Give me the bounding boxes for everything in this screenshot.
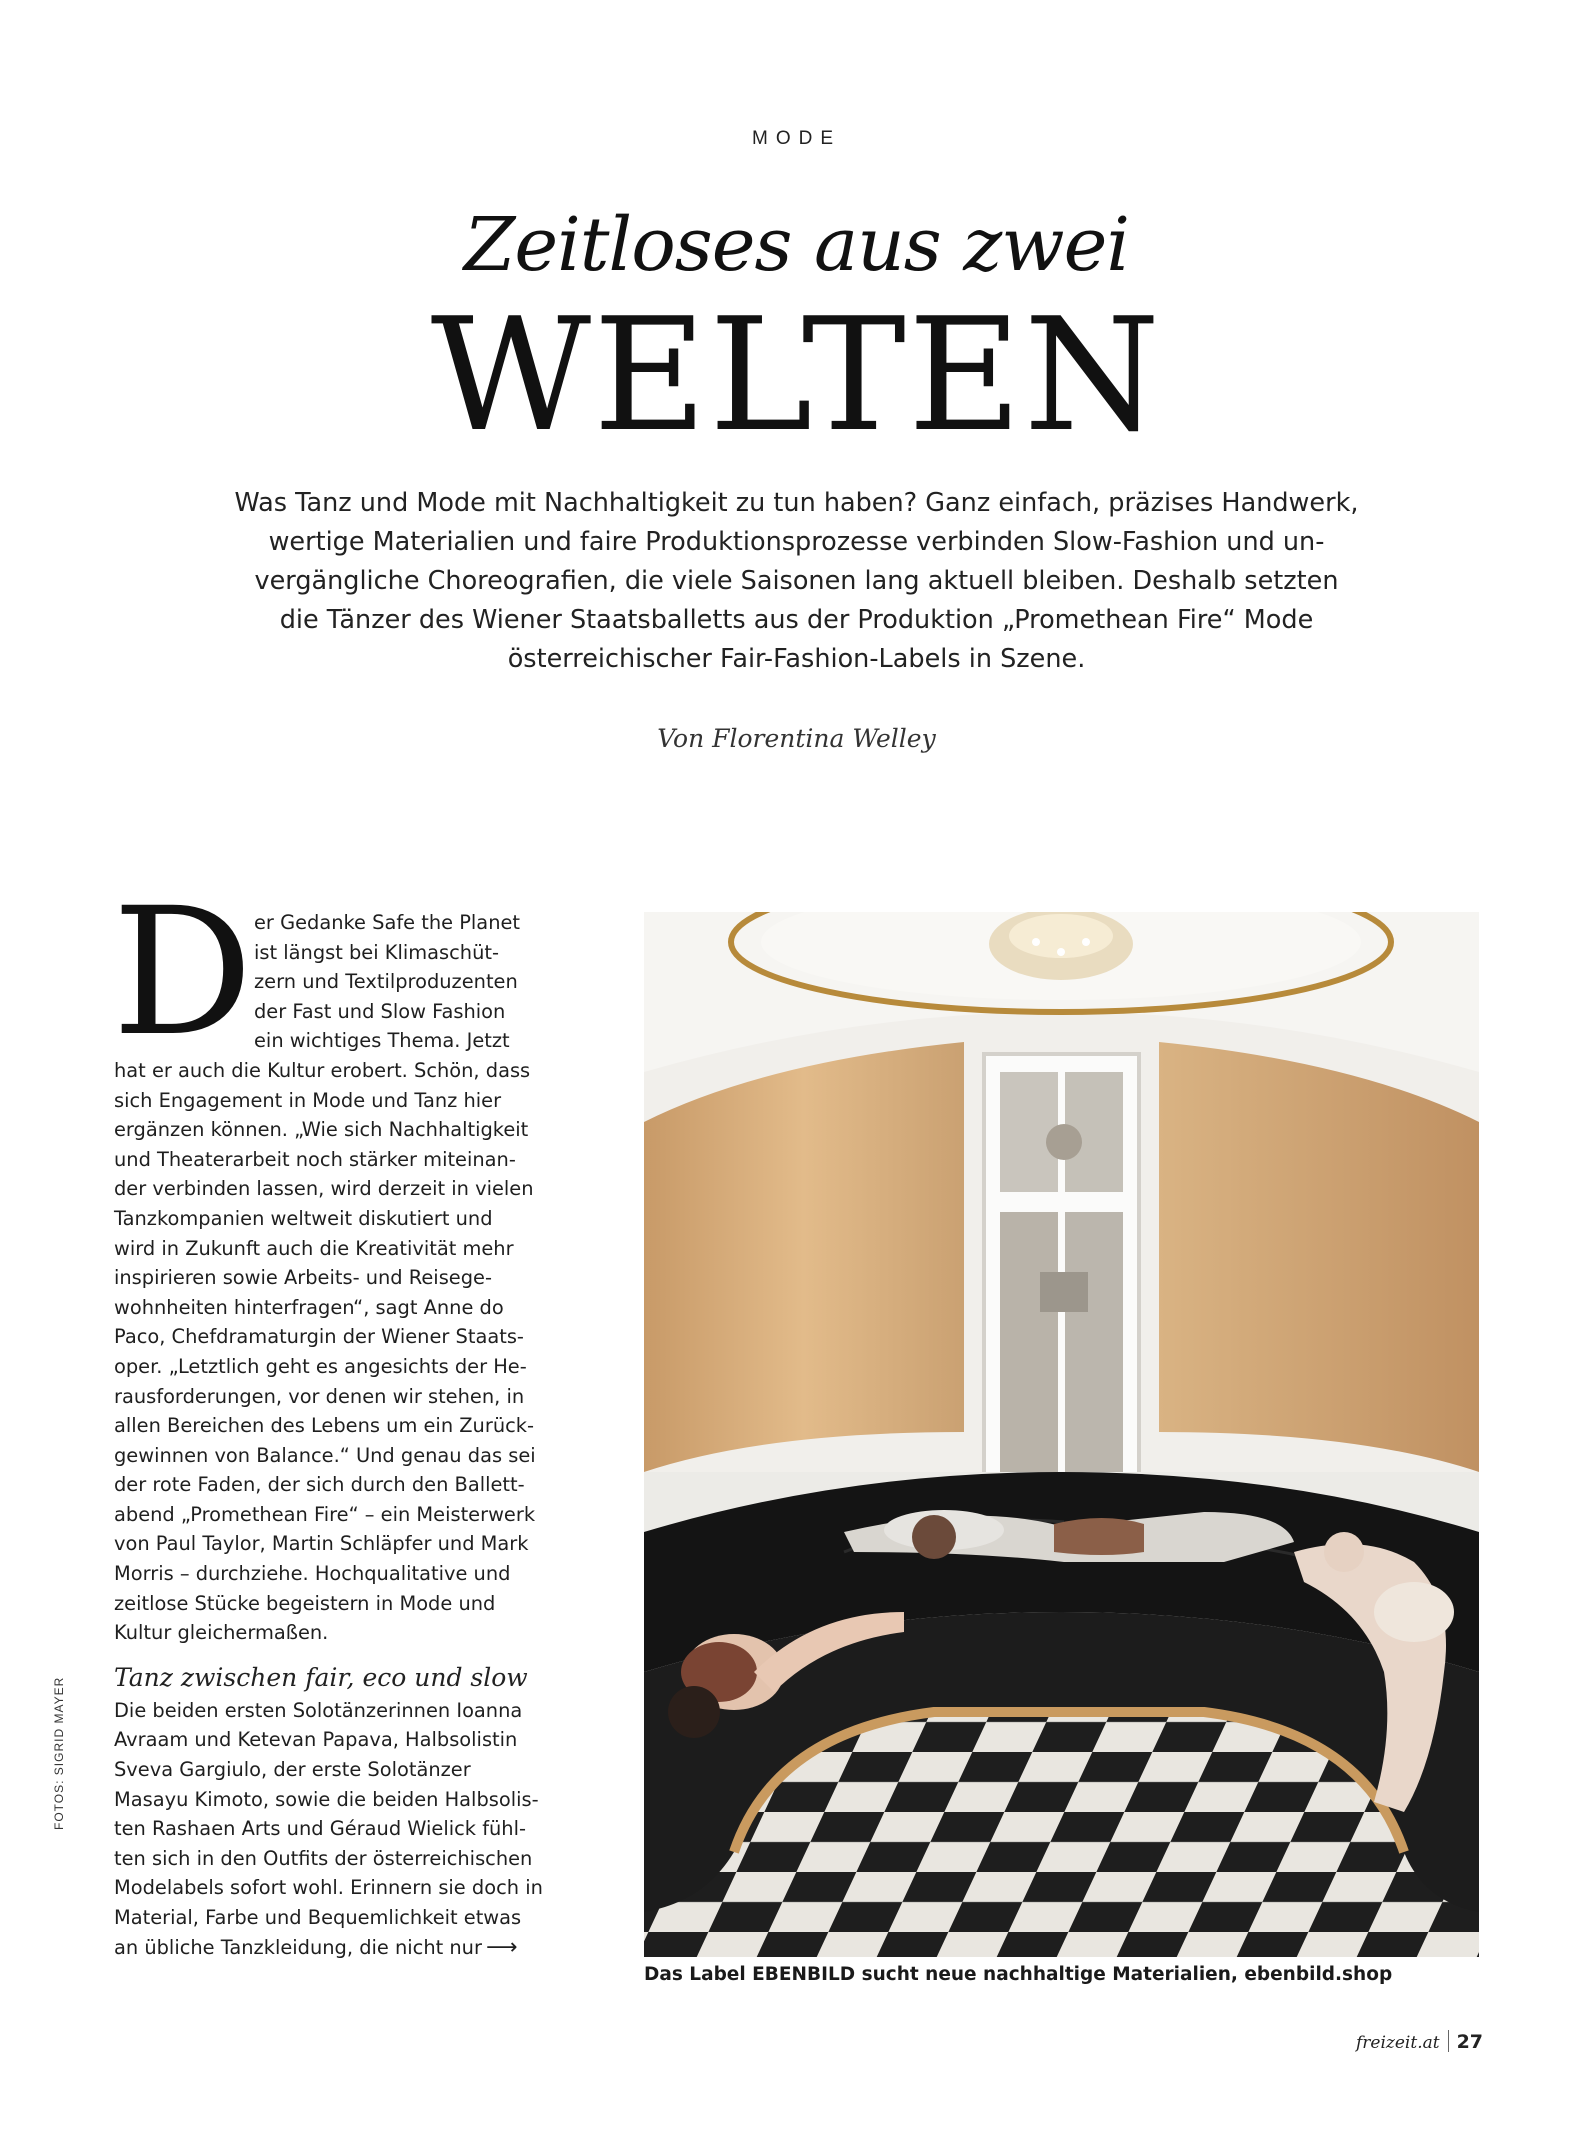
body-line: Masayu Kimoto, sowie die beiden Halbsolis- [114,1787,539,1811]
body-line: Die beiden ersten Solotänzerinnen Ioanna [114,1698,523,1722]
page-footer [1356,2030,1556,2053]
body-line-text: an übliche Tanzkleidung, die nicht nur [114,1935,482,1959]
body-line: Kultur gleichermaßen. [114,1621,329,1645]
body-line: Sveva Gargiulo, der erste Solotänzer [114,1758,471,1782]
body-line: zeitlose Stücke begeistern in Mode und [114,1591,496,1615]
body-line: allen Bereichen des Lebens um ein Zurück- [114,1414,534,1438]
body-line: ergänzen können. „Wie sich Nachhaltigkeit [114,1118,529,1142]
page-number: 27 [1456,2031,1484,2053]
body-line: sich Engagement in Mode und Tanz hier [114,1088,502,1112]
body-line: hat er auch die Kultur erobert. Schön, dass [114,1058,531,1082]
body-line: ten sich in den Outfits der österreichischen [114,1846,533,1870]
body-line: er Gedanke Safe the Planet [254,911,521,934]
body-line: Avraam und Ketevan Papava, Halbsolistin [114,1728,518,1752]
body-line: der verbinden lassen, wird derzeit in vielen [114,1177,534,1201]
lead-line: Was Tanz und Mode mit Nachhaltigkeit zu tun haben? Ganz einfach, präzises Handwerk, [234,488,1359,518]
dropcap: D [112,870,254,1075]
body-line: der Fast und Slow Fashion [254,999,506,1023]
section-label: MODE [752,128,841,149]
body-line: von Paul Taylor, Martin Schläpfer und Mark [114,1532,529,1556]
body-line: wohnheiten hinterfragen“, sagt Anne do [114,1295,504,1319]
arrow-right-icon: ⟶ [485,1934,518,1960]
body-line: der rote Faden, der sich durch den Ballett- [114,1473,525,1497]
body-line: oper. „Letztlich geht es angesichts der He- [114,1354,527,1378]
article-photo [644,912,1479,1957]
body-line: wird in Zukunft auch die Kreativität mehr [114,1236,514,1260]
byline: Von Florentina Welley [657,724,936,753]
body-line-last [114,1933,549,1963]
lead-paragraph [200,484,1393,679]
lead-line: österreichischer Fair-Fashion-Labels in Szene. [507,644,1086,674]
lead-line: wertige Materialien und faire Produktionsprozesse verbinden Slow-Fashion und un- [268,527,1325,557]
body-line: ten Rashaen Arts und Géraud Wielick fühl- [114,1817,526,1841]
body-line: Material, Farbe und Bequemlichkeit etwas [114,1906,522,1929]
headline-line-1: Zeitloses aus zwei [463,202,1130,288]
body-line: ist längst bei Klimaschüt- [254,940,499,964]
photo-caption: Das Label EBENBILD sucht neue nachhaltige Materialien, ebenbild.shop [644,1964,1393,1985]
body-line: gewinnen von Balance.“ Und genau das sei [114,1443,536,1467]
lead-line: die Tänzer des Wiener Staatsballetts aus der Produktion „Promethean Fire“ Mode [279,605,1314,635]
body-line: Modelabels sofort wohl. Erinnern sie doch in [114,1876,543,1900]
article-body [114,908,549,1962]
lead-line: vergängliche Choreografien, die viele Saisonen lang aktuell bleiben. Deshalb setzten [254,566,1339,596]
body-line: Morris – durchziehe. Hochqualitative und [114,1562,511,1586]
photo-illustration [644,912,1479,1957]
body-line: zern und Textilproduzenten [254,970,518,994]
photo-credit: FOTOS: SIGRID MAYER [52,1676,66,1830]
footer-divider [1448,2030,1449,2052]
footer-site[interactable]: freizeit.at [1356,2033,1440,2053]
body-line: Paco, Chefdramaturgin der Wiener Staats- [114,1325,524,1349]
subheading: Tanz zwischen fair, eco und slow [114,1662,528,1692]
body-line: Tanzkompanien weltweit diskutiert und [114,1206,493,1230]
body-line: rausforderungen, vor denen wir stehen, in [114,1384,525,1408]
body-line: abend „Promethean Fire“ – ein Meisterwerk [114,1502,536,1526]
body-line: und Theaterarbeit noch stärker miteinan- [114,1147,516,1171]
body-line: inspirieren sowie Arbeits- und Reisege- [114,1266,492,1290]
headline-line-2: WELTEN [430,284,1163,466]
body-line: ein wichtiges Thema. Jetzt [254,1029,510,1053]
